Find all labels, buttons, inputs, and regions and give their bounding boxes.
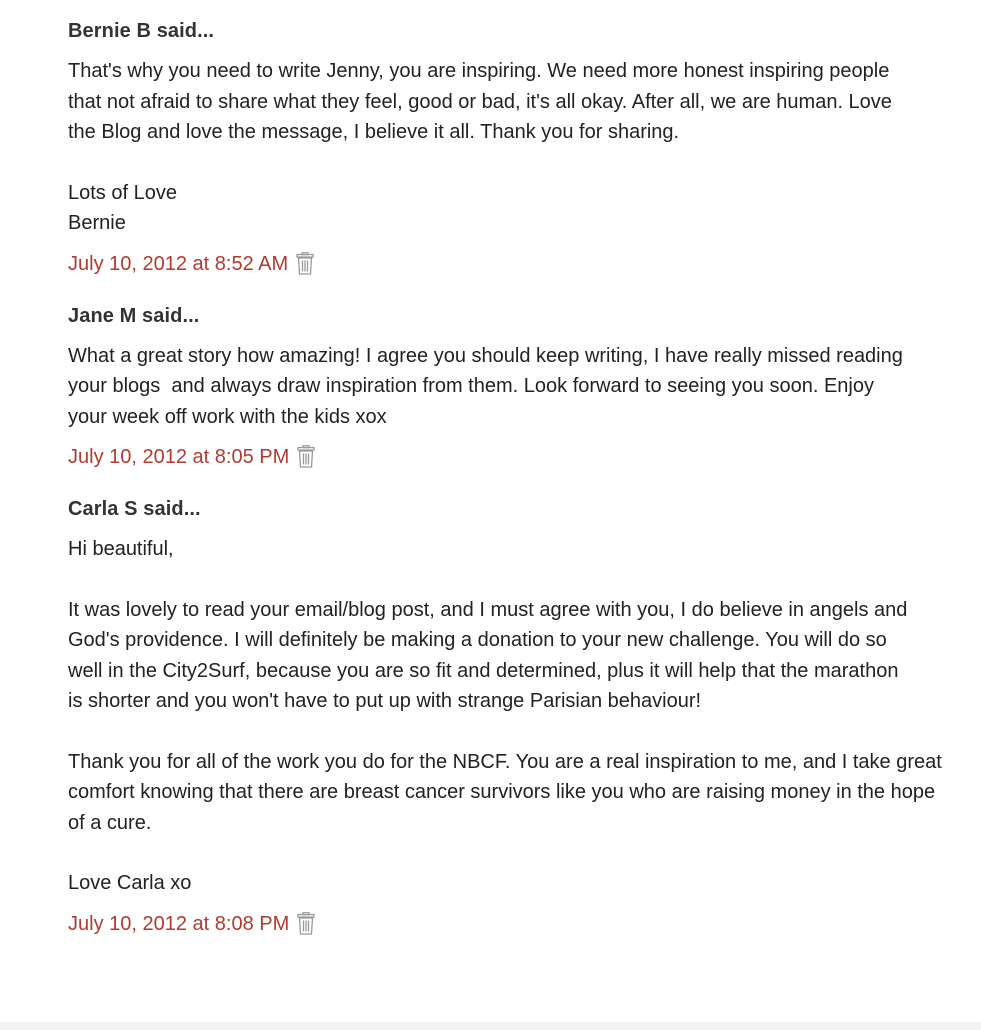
- comment-paragraph: Lots of Love: [68, 181, 177, 204]
- comment-author: Bernie B said...: [68, 20, 215, 42]
- comment: [68, 303, 948, 473]
- comment-paragraph: Love Carla xo: [68, 872, 192, 894]
- comments-list: [68, 18, 948, 961]
- comment-body: [68, 534, 948, 899]
- comment-timestamp-link[interactable]: July 10, 2012 at 8:05 PM: [68, 446, 290, 468]
- trash-icon-graphic: [294, 252, 316, 276]
- comment-footer: [68, 442, 948, 472]
- comment-body: [68, 341, 948, 433]
- comment-paragraph: What a great story how amazing! I agree you should keep writing, I have really missed reading your blogs and always draw inspiration from them. Look forward to seeing you soon. Enjoy your week off work with the kids xox: [68, 344, 909, 428]
- comment: [68, 18, 948, 279]
- comment-paragraph: Thank you for all of the work you do for the NBCF. You are a real inspiration to me, and I take great comfort knowing that there are breast cancer survivors like you who are raising money in the hope of a cure.: [68, 750, 942, 834]
- comment-paragraph: Bernie: [68, 212, 126, 234]
- comment-timestamp-link[interactable]: July 10, 2012 at 8:08 PM: [68, 912, 290, 935]
- comment-author: Jane M said...: [68, 304, 200, 327]
- comment-author: Carla S said...: [68, 498, 201, 520]
- trash-icon[interactable]: [294, 252, 316, 276]
- comment: [68, 496, 948, 939]
- trash-icon[interactable]: [295, 445, 317, 469]
- comment-footer: [68, 909, 948, 939]
- comment-paragraph: It was lovely to read your email/blog post, and I must agree with you, I do believe in angels and God's providence. I will definitely be making a donation to your new challenge. You will do so well in the City2Surf, because you are so fit and determined, plus it will help that the marathon is shorter and you won't have to put up with strange Parisian behaviour!: [68, 598, 908, 712]
- trash-icon-graphic: [295, 912, 317, 936]
- comment-footer: [68, 249, 948, 279]
- page-bottom-divider: [0, 1022, 981, 1030]
- comment-body: [68, 56, 948, 239]
- comment-paragraph: That's why you need to write Jenny, you are inspiring. We need more honest inspiring people that not afraid to share what they feel, good or bad, it's all okay. After all, we are human. Love the Blog and love the message, I believe it all. Thank you for sharing.: [68, 60, 892, 143]
- trash-icon-graphic: [295, 445, 317, 469]
- trash-icon[interactable]: [295, 912, 317, 936]
- comment-timestamp-link[interactable]: July 10, 2012 at 8:52 AM: [68, 252, 289, 275]
- comment-paragraph: Hi beautiful,: [68, 538, 174, 560]
